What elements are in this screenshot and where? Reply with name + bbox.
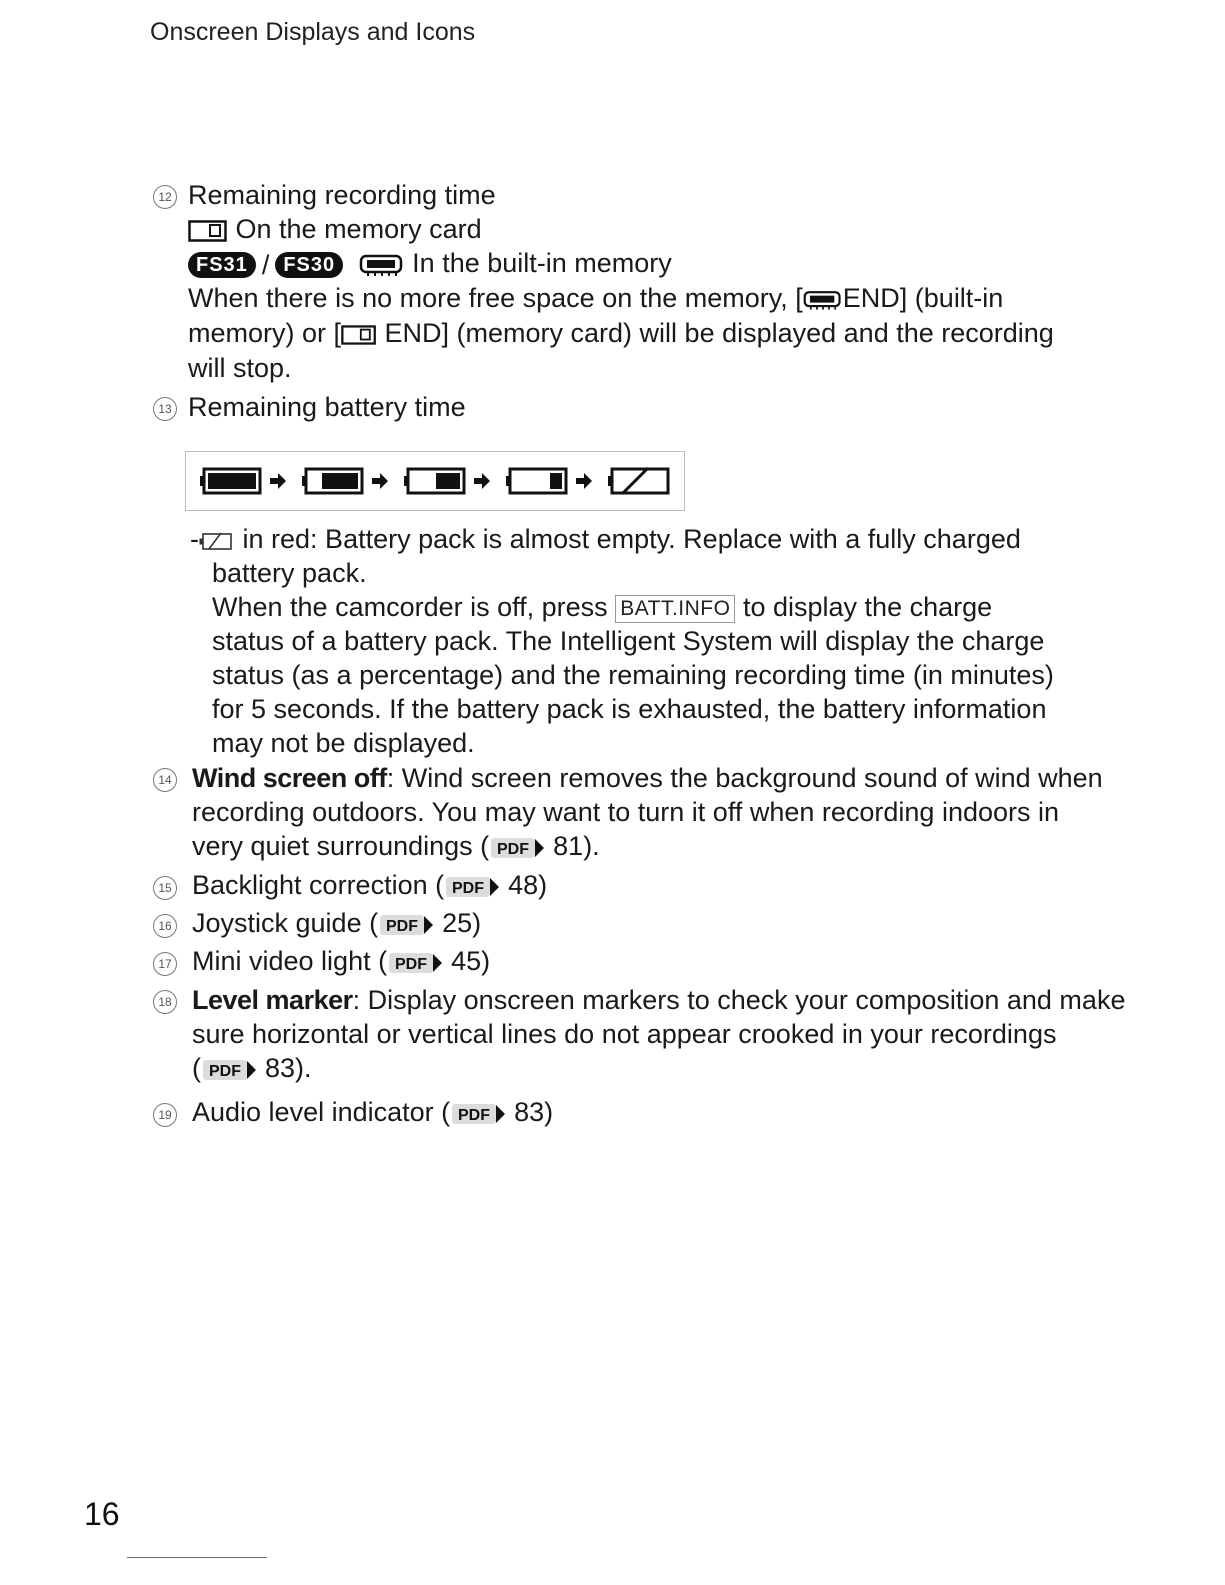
item-18-line-2: sure horizontal or vertical lines do not appear crooked in your recordings: [192, 1019, 1057, 1049]
model-badge-fs30: FS30: [275, 252, 343, 278]
page-number: 16: [84, 1496, 120, 1532]
item-12-title: Remaining recording time: [188, 180, 496, 210]
battery-icon-level-1: [302, 469, 362, 493]
item-14-line-2: recording outdoors. You may want to turn it off when recording indoors in: [192, 797, 1060, 827]
page-ref-45[interactable]: 45): [451, 946, 491, 976]
memory-card-icon: [188, 219, 228, 243]
item-12-card-line: [188, 212, 482, 246]
arrow-right-icon: [372, 473, 388, 489]
item-number-14: 14: [153, 768, 177, 792]
item-16-line: [192, 906, 481, 940]
item-number-15: 15: [153, 876, 177, 900]
note-text: to display the charge: [742, 592, 993, 622]
item-16-text: Joystick guide (: [192, 908, 379, 938]
pdf-reference-icon[interactable]: [452, 1101, 510, 1127]
desc-text: memory) or [: [188, 318, 342, 348]
battery-icons-svg: [186, 452, 684, 510]
item-12-builtin-line: [188, 246, 672, 282]
term-wind-screen-off: Wind screen off: [192, 763, 387, 793]
item-14-text: : Wind screen removes the background sound of wind when: [386, 763, 1103, 793]
item-13-note-4: status of a battery pack. The Intelligent System will display the charge: [212, 626, 1045, 656]
item-13-note-1: [190, 522, 1021, 556]
pdf-reference-icon[interactable]: [491, 835, 549, 861]
item-13-note-6: for 5 seconds. If the battery pack is exhausted, the battery information: [212, 694, 1047, 724]
item-14-line-3: [192, 829, 600, 863]
item-13-note-5: status (as a percentage) and the remaining recording time (in minutes): [212, 660, 1054, 690]
built-in-memory-icon: [359, 253, 405, 277]
item-12-desc-1: [188, 281, 1003, 315]
battery-icon-level-2: [404, 469, 464, 493]
pdf-reference-icon[interactable]: [446, 874, 504, 900]
item-15-text: Backlight correction (: [192, 870, 445, 900]
svg-text:PDF: PDF: [458, 1106, 491, 1124]
item-number-12: 12: [153, 185, 177, 209]
page-ref-81[interactable]: 81).: [553, 831, 600, 861]
svg-text:PDF: PDF: [452, 879, 485, 897]
battery-icon-level-4: [608, 468, 668, 494]
svg-text:PDF: PDF: [386, 917, 419, 935]
item-13-note-2: battery pack.: [212, 558, 367, 588]
item-19-line: [192, 1095, 553, 1129]
svg-text:PDF: PDF: [209, 1062, 241, 1080]
note-text: When the camcorder is off, press: [212, 592, 608, 622]
item-18-text: : Display onscreen markers to check your composition and make: [352, 985, 1126, 1015]
item-17-text: Mini video light (: [192, 946, 388, 976]
arrow-right-icon: [474, 473, 490, 489]
page-ref-25[interactable]: 25): [442, 908, 482, 938]
builtin-label: In the built-in memory: [412, 248, 672, 278]
item-18-line-1: [192, 983, 1125, 1017]
item-number-13: 13: [153, 397, 177, 421]
desc-text: END] (built-in: [842, 283, 1004, 313]
item-13-note-3: [212, 590, 992, 624]
card-label: On the memory card: [235, 214, 482, 244]
slash: /: [261, 249, 270, 280]
svg-text:PDF: PDF: [497, 840, 530, 858]
footer-rule: [127, 1557, 267, 1558]
item-17-line: [192, 944, 490, 978]
note-dash: -: [190, 524, 199, 554]
pdf-reference-icon[interactable]: [389, 950, 447, 976]
desc-text: END] (memory card) will be displayed and the recording: [384, 318, 1054, 348]
item-18-text: (: [192, 1053, 201, 1083]
model-badge-fs31: FS31: [188, 252, 256, 278]
page-ref-48[interactable]: 48): [508, 870, 548, 900]
batt-info-button-label: BATT.INFO: [615, 595, 735, 623]
item-number-18: 18: [153, 990, 177, 1014]
item-number-16: 16: [153, 914, 177, 938]
item-18-line-3: [192, 1051, 312, 1085]
page-ref-83[interactable]: 83).: [265, 1053, 312, 1083]
item-12-desc-2: [188, 316, 1054, 350]
desc-text: When there is no more free space on the memory, [: [188, 283, 803, 313]
item-12-desc-3: will stop.: [188, 353, 292, 383]
battery-icon-level-0: [200, 469, 260, 493]
page-ref-83[interactable]: 83): [514, 1097, 554, 1127]
svg-text:PDF: PDF: [395, 955, 428, 973]
item-14-line-1: [192, 761, 1103, 795]
battery-level-sequence: [185, 451, 685, 511]
page-header: Onscreen Displays and Icons: [150, 18, 476, 46]
battery-empty-icon: [199, 530, 235, 552]
item-14-text: very quiet surroundings (: [192, 831, 490, 861]
memory-card-icon: [341, 323, 377, 347]
battery-icon-level-3: [506, 469, 566, 493]
item-15-line: [192, 868, 547, 902]
built-in-memory-icon: [803, 288, 843, 312]
item-number-17: 17: [153, 952, 177, 976]
pdf-reference-icon[interactable]: [203, 1057, 261, 1083]
pdf-reference-icon[interactable]: [380, 912, 438, 938]
item-13-note-7: may not be displayed.: [212, 728, 475, 758]
note-text: in red: Battery pack is almost empty. Replace with a fully charged: [242, 524, 1021, 554]
arrow-right-icon: [576, 473, 592, 489]
item-19-text: Audio level indicator (: [192, 1097, 451, 1127]
item-13-title: Remaining battery time: [188, 392, 466, 422]
item-number-19: 19: [153, 1103, 177, 1127]
arrow-right-icon: [270, 473, 286, 489]
term-level-marker: Level marker: [192, 985, 353, 1015]
